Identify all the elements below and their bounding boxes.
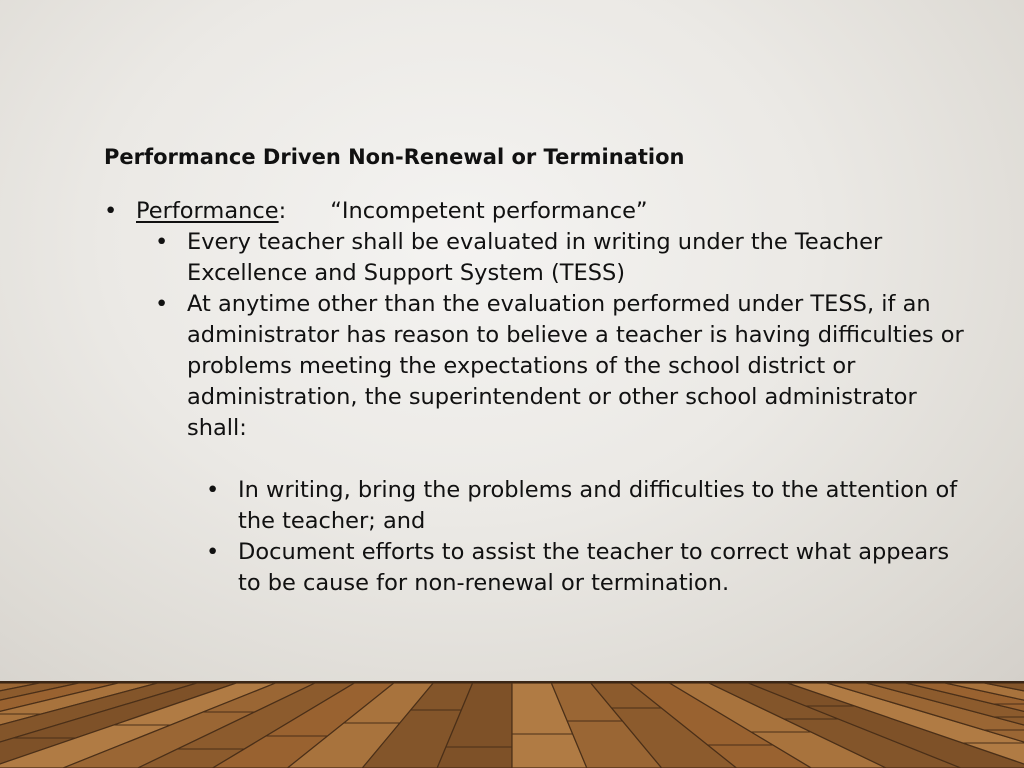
sub-bullet-text: At anytime other than the evaluation performed under TESS, if an administrator has reason to believe a teacher is having difficulties or problems meeting the expectations of the school district or administration, the superintendent or other school administrator shall: [187, 291, 964, 441]
bullet-glyph: • [155, 291, 169, 317]
bullet-glyph: • [206, 477, 220, 503]
slide-title: Performance Driven Non-Renewal or Termination [104, 145, 685, 169]
performance-quote: “Incompetent performance” [330, 198, 648, 224]
sub-bullet-evaluation [155, 227, 964, 289]
performance-label: Performance [136, 198, 279, 224]
sub-bullet-anytime [155, 289, 964, 444]
bullet-performance [104, 196, 964, 227]
bullet-glyph: • [155, 229, 169, 255]
action-bullet-document [206, 537, 964, 599]
label-separator: : [278, 198, 287, 224]
action-bullet-writing [206, 475, 964, 537]
action-text: Document efforts to assist the teacher to correct what appears to be cause for non-renewal or termination. [238, 539, 950, 596]
bullet-glyph: • [206, 539, 220, 565]
wood-floor [0, 683, 1024, 768]
bullet-glyph: • [104, 198, 118, 224]
slide-content [104, 142, 964, 599]
sub-bullet-text: Every teacher shall be evaluated in writing under the Teacher Excellence and Support System (TESS) [187, 229, 883, 286]
action-text: In writing, bring the problems and difficulties to the attention of the teacher; and [238, 477, 958, 534]
